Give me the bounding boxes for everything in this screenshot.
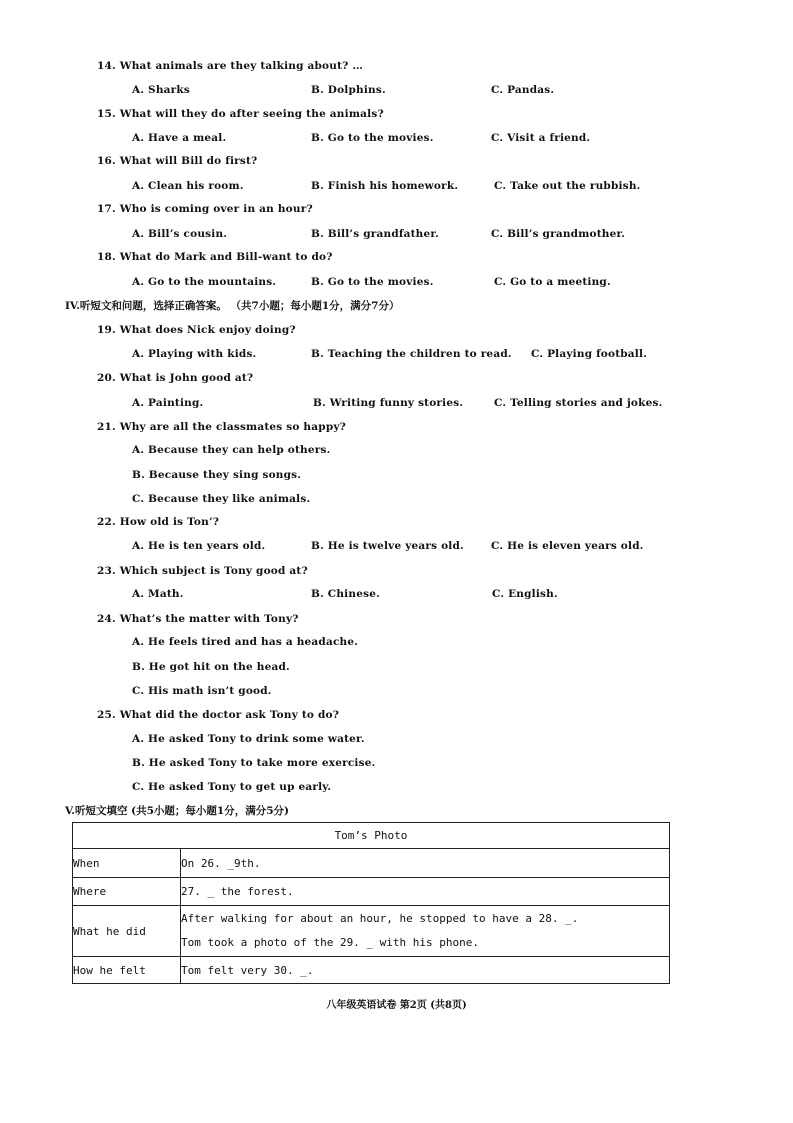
q22-option-c: C. He is eleven years old. <box>491 540 644 552</box>
table-row <box>73 849 670 878</box>
q18-option-a: A. Go to the mountains. <box>132 276 277 288</box>
q15-option-a: A. Have a meal. <box>132 132 227 144</box>
section-5-heading: V.听短文填空 (共5小题；每小题1分，满分5分) <box>65 805 289 817</box>
q20-option-b: B. Writing funny stories. <box>313 397 464 409</box>
q18-option-c: C. Go to a meeting. <box>494 276 611 288</box>
table-row <box>73 878 670 906</box>
q25-option-c: C. He asked Tony to get up early. <box>132 781 332 793</box>
q17-option-c: C. Bill’s grandmother. <box>491 228 626 240</box>
what-he-did-line-1: After walking for about an hour, he stopped to have a 28. _. <box>181 912 579 925</box>
q19-option-a: A. Playing with kids. <box>132 348 257 360</box>
row-label-how-he-felt: How he felt <box>73 957 181 984</box>
q22-option-a: A. He is ten years old. <box>132 540 266 552</box>
row-value-when: On 26. _9th. <box>181 849 670 878</box>
table-row <box>73 957 670 984</box>
row-value-where: 27. _ the forest. <box>181 878 670 906</box>
section-4-heading: IV.听短文和问题，选择正确答案。 （共7小题；每小题1分，满分7分） <box>65 300 400 312</box>
q23-option-b: B. Chinese. <box>311 588 380 600</box>
row-value-how-he-felt: Tom felt very 30. _. <box>181 957 670 984</box>
q15-option-b: B. Go to the movies. <box>311 132 434 144</box>
row-label-what-he-did: What he did <box>73 906 181 957</box>
page-footer: 八年级英语试卷 第2页 (共8页) <box>326 1000 467 1011</box>
question-15: 15. What will they do after seeing the animals? <box>97 108 384 120</box>
q15-option-c: C. Visit a friend. <box>491 132 591 144</box>
q25-option-a: A. He asked Tony to drink some water. <box>132 733 365 745</box>
what-he-did-line-2: Tom took a photo of the 29. _ with his phone. <box>181 936 480 949</box>
row-label-where: Where <box>73 878 181 906</box>
q16-option-b: B. Finish his homework. <box>311 180 459 192</box>
q23-option-a: A. Math. <box>132 588 184 600</box>
q21-option-c: C. Because they like animals. <box>132 493 311 505</box>
q18-option-b: B. Go to the movies. <box>311 276 434 288</box>
q17-option-b: B. Bill’s grandfather. <box>311 228 440 240</box>
q14-option-a: A. Sharks <box>132 84 190 96</box>
question-21: 21. Why are all the classmates so happy? <box>97 421 347 433</box>
question-17: 17. Who is coming over in an hour? <box>97 203 313 215</box>
question-24: 24. What’s the matter with Tony? <box>97 613 299 625</box>
table-row <box>73 906 670 957</box>
q14-option-c: C. Pandas. <box>491 84 555 96</box>
question-25: 25. What did the doctor ask Tony to do? <box>97 709 340 721</box>
row-label-when: When <box>73 849 181 878</box>
q14-option-b: B. Dolphins. <box>311 84 386 96</box>
q22-option-b: B. He is twelve years old. <box>311 540 464 552</box>
q24-option-c: C. His math isn’t good. <box>132 685 272 697</box>
q25-option-b: B. He asked Tony to take more exercise. <box>132 757 376 769</box>
q17-option-a: A. Bill’s cousin. <box>132 228 228 240</box>
question-22: 22. How old is Ton’? <box>97 516 220 528</box>
q23-option-c: C. English. <box>492 588 558 600</box>
question-18: 18. What do Mark and Bill-want to do? <box>97 251 333 263</box>
q21-option-a: A. Because they can help others. <box>132 444 331 456</box>
question-23: 23. Which subject is Tony good at? <box>97 565 308 577</box>
question-20: 20. What is John good at? <box>97 372 254 384</box>
q24-option-b: B. He got hit on the head. <box>132 661 290 673</box>
table-title-row <box>73 823 670 849</box>
q20-option-a: A. Painting. <box>132 397 204 409</box>
table-title: Tom’s Photo <box>73 823 670 849</box>
row-value-what-he-did <box>181 906 670 957</box>
q16-option-a: A. Clean his room. <box>132 180 244 192</box>
q19-option-c: C. Playing football. <box>531 348 648 360</box>
q20-option-c: C. Telling stories and jokes. <box>494 397 663 409</box>
q19-option-b: B. Teaching the children to read. <box>311 348 512 360</box>
question-19: 19. What does Nick enjoy doing? <box>97 324 296 336</box>
q16-option-c: C. Take out the rubbish. <box>494 180 641 192</box>
q24-option-a: A. He feels tired and has a headache. <box>132 636 359 648</box>
fill-in-table <box>72 822 670 984</box>
q21-option-b: B. Because they sing songs. <box>132 469 302 481</box>
question-14: 14. What animals are they talking about? … <box>97 60 364 72</box>
question-16: 16. What will Bill do first? <box>97 155 258 167</box>
